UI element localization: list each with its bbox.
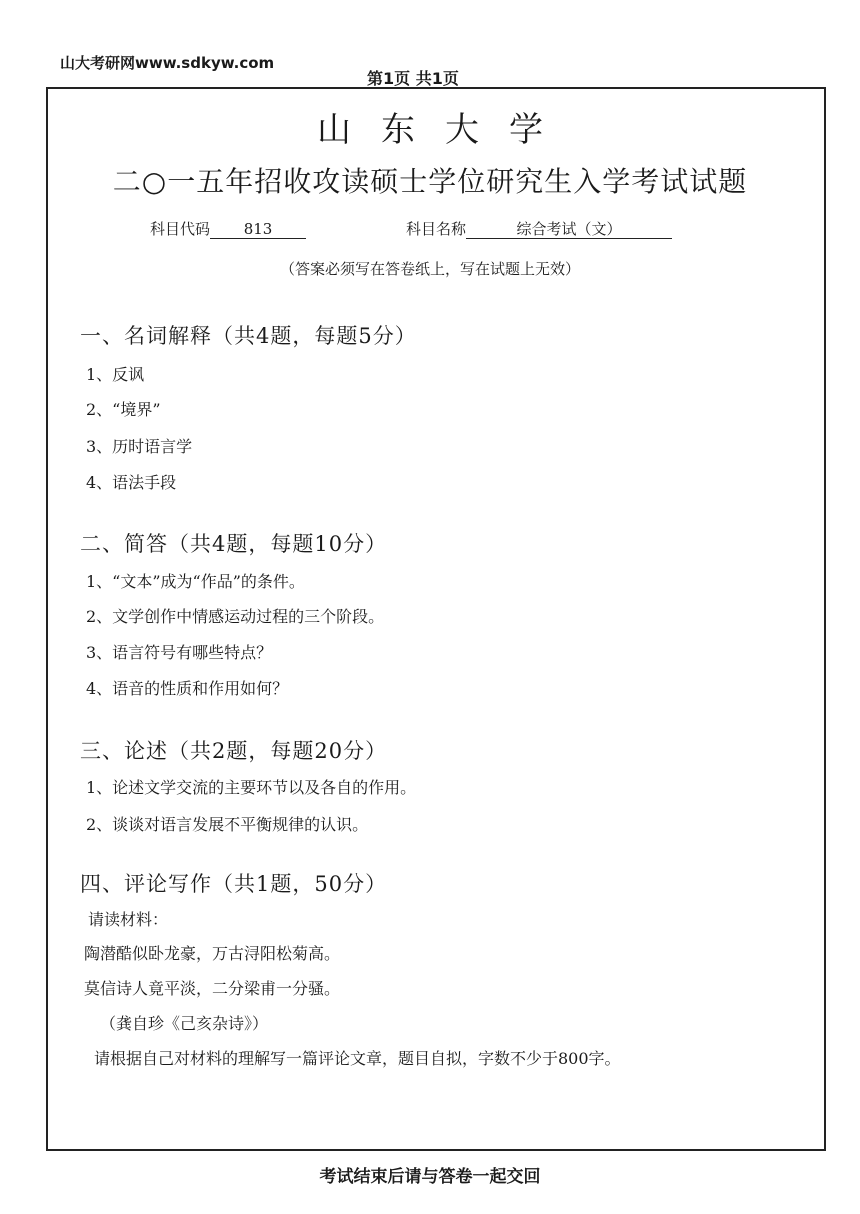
section-2-item: 4、语音的性质和作用如何？ (86, 679, 289, 698)
subject-code-row (150, 218, 306, 239)
site-watermark: 山大考研网www.sdkyw.com (60, 54, 275, 72)
subject-name-value: 综合考试（文） (466, 220, 672, 239)
writing-instruction: 请根据自己对材料的理解写一篇评论文章，题目自拟，字数不少于800字。 (94, 1049, 621, 1068)
section-1-item: 1、反讽 (86, 365, 145, 384)
section-1-item: 4、语法手段 (86, 473, 177, 492)
subject-code-label: 科目代码 (150, 220, 211, 238)
footer-note: 考试结束后请与答卷一起交回 (319, 1167, 541, 1187)
page-indicator: 第1页 共1页 (367, 69, 459, 88)
answer-notice: （答案必须写在答卷纸上，写在试题上无效） (279, 260, 580, 278)
section-2-heading: 二、简答（共4题，每题10分） (80, 532, 388, 556)
material-prompt: 请读材料： (88, 910, 169, 929)
section-1-item: 2、“境界” (86, 400, 161, 419)
section-1-item: 3、历时语言学 (86, 437, 193, 456)
section-3-item: 1、论述文学交流的主要环节以及各自的作用。 (86, 778, 417, 797)
subject-name-row (406, 218, 672, 239)
poem-line-2: 莫信诗人竟平淡，二分梁甫一分骚。 (84, 979, 341, 998)
subject-name-label: 科目名称 (406, 220, 467, 238)
section-2-item: 3、语言符号有哪些特点？ (86, 643, 273, 662)
poem-line-1: 陶潜酷似卧龙豪，万古浔阳松菊高。 (84, 944, 341, 963)
exam-title: 二○一五年招收攻读硕士学位研究生入学考试试题 (112, 165, 748, 198)
section-1-heading: 一、名词解释（共4题，每题5分） (80, 324, 417, 348)
university-title: 山东大学 (317, 110, 573, 150)
section-2-item: 1、“文本”成为“作品”的条件。 (86, 572, 305, 591)
section-4-heading: 四、评论写作（共1题，50分） (80, 872, 388, 896)
section-3-heading: 三、论述（共2题，每题20分） (80, 739, 388, 763)
subject-code-value: 813 (210, 220, 306, 239)
poem-source: （龚自珍《己亥杂诗》） (100, 1014, 269, 1033)
section-2-item: 2、文学创作中情感运动过程的三个阶段。 (86, 607, 385, 626)
section-3-item: 2、谈谈对语言发展不平衡规律的认识。 (86, 815, 369, 834)
